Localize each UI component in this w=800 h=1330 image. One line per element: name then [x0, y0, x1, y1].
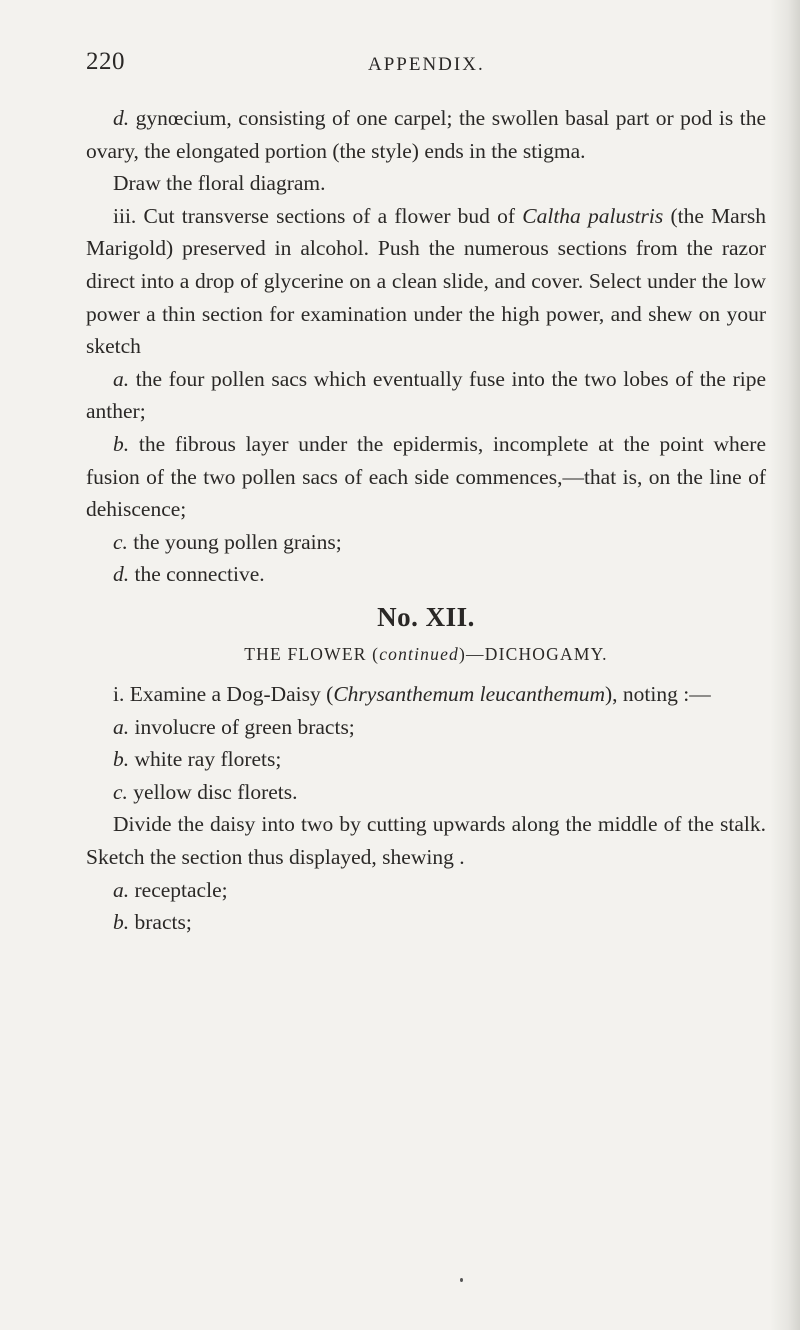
subheading-text-a: THE FLOWER ( [244, 643, 380, 664]
running-head: APPENDIX. [368, 54, 485, 75]
paragraph-iii [86, 200, 766, 363]
subheading-continued: continued [379, 643, 459, 664]
page-edge-shadow [770, 0, 800, 1330]
item-label: b. [113, 747, 130, 772]
page-number: 220 [86, 48, 125, 75]
item-label: a. [113, 714, 130, 739]
print-speck [460, 1278, 463, 1282]
item-label: c. [113, 529, 128, 554]
item-text: bracts; [134, 910, 192, 935]
page-body [86, 102, 766, 939]
examine-text-a: i. Examine a Dog-Daisy ( [113, 682, 334, 707]
species-name: Caltha palustris [522, 203, 664, 228]
item-text: the four pollen sacs which eventually fuse into the two lobes of the ripe anther; [86, 366, 766, 424]
paragraph-examine [86, 678, 766, 711]
item-text: involucre of green bracts; [134, 714, 355, 739]
item-text: the connective. [134, 562, 265, 587]
list-item [86, 776, 766, 809]
list-item [86, 711, 766, 744]
examine-text-b: ), noting :— [605, 682, 711, 707]
item-text: gynœcium, consisting of one carpel; the swollen basal part or pod is the ovary, the elongated portion (the style) ends in the stigma. [86, 106, 767, 163]
list-item [86, 526, 766, 559]
page-header [86, 48, 746, 84]
iii-text-a: iii. Cut transverse sections of a flower bud of [113, 203, 516, 228]
item-label: b. [113, 910, 130, 935]
paragraph-draw-diagram: Draw the floral diagram. [113, 171, 326, 196]
item-text: yellow disc florets. [133, 779, 298, 804]
iii-text-b: (the Marsh Marigold) preserved in alcohol. Push the numerous sections from the razor direct into a drop of glycerine on a clean slide, and cover. Select under the low power a thin section for examination under the high power, and shew on your sketch [86, 203, 767, 359]
list-item [86, 743, 766, 776]
item-label: c. [113, 779, 128, 804]
item-label: d. [113, 106, 130, 130]
list-item [86, 906, 766, 939]
list-item [86, 363, 766, 428]
list-item [86, 874, 766, 907]
item-text: receptacle; [134, 877, 228, 902]
item-text: the young pollen grains; [133, 529, 342, 554]
species-name: Chrysanthemum leucanthemum [333, 682, 606, 707]
item-label: b. [113, 431, 130, 456]
paragraph-divide: Divide the daisy into two by cutting upwards along the middle of the stalk. Sketch the section thus displayed, shewing . [86, 812, 766, 870]
section-heading: No. XII. [377, 601, 475, 632]
subheading-text-b: )—DICHOGAMY. [459, 643, 608, 664]
section-subheading [86, 638, 766, 671]
list-item [86, 428, 766, 526]
item-label: a. [113, 366, 130, 391]
item-label: a. [113, 877, 130, 902]
list-item [86, 558, 766, 591]
item-label: d. [113, 562, 130, 587]
item-text: white ray florets; [134, 747, 282, 772]
paragraph-gynoecium [86, 102, 766, 167]
item-text: the fibrous layer under the epidermis, incomplete at the point where fusion of the two pollen sacs of each side commences,—that is, on the line of dehiscence; [86, 431, 767, 522]
